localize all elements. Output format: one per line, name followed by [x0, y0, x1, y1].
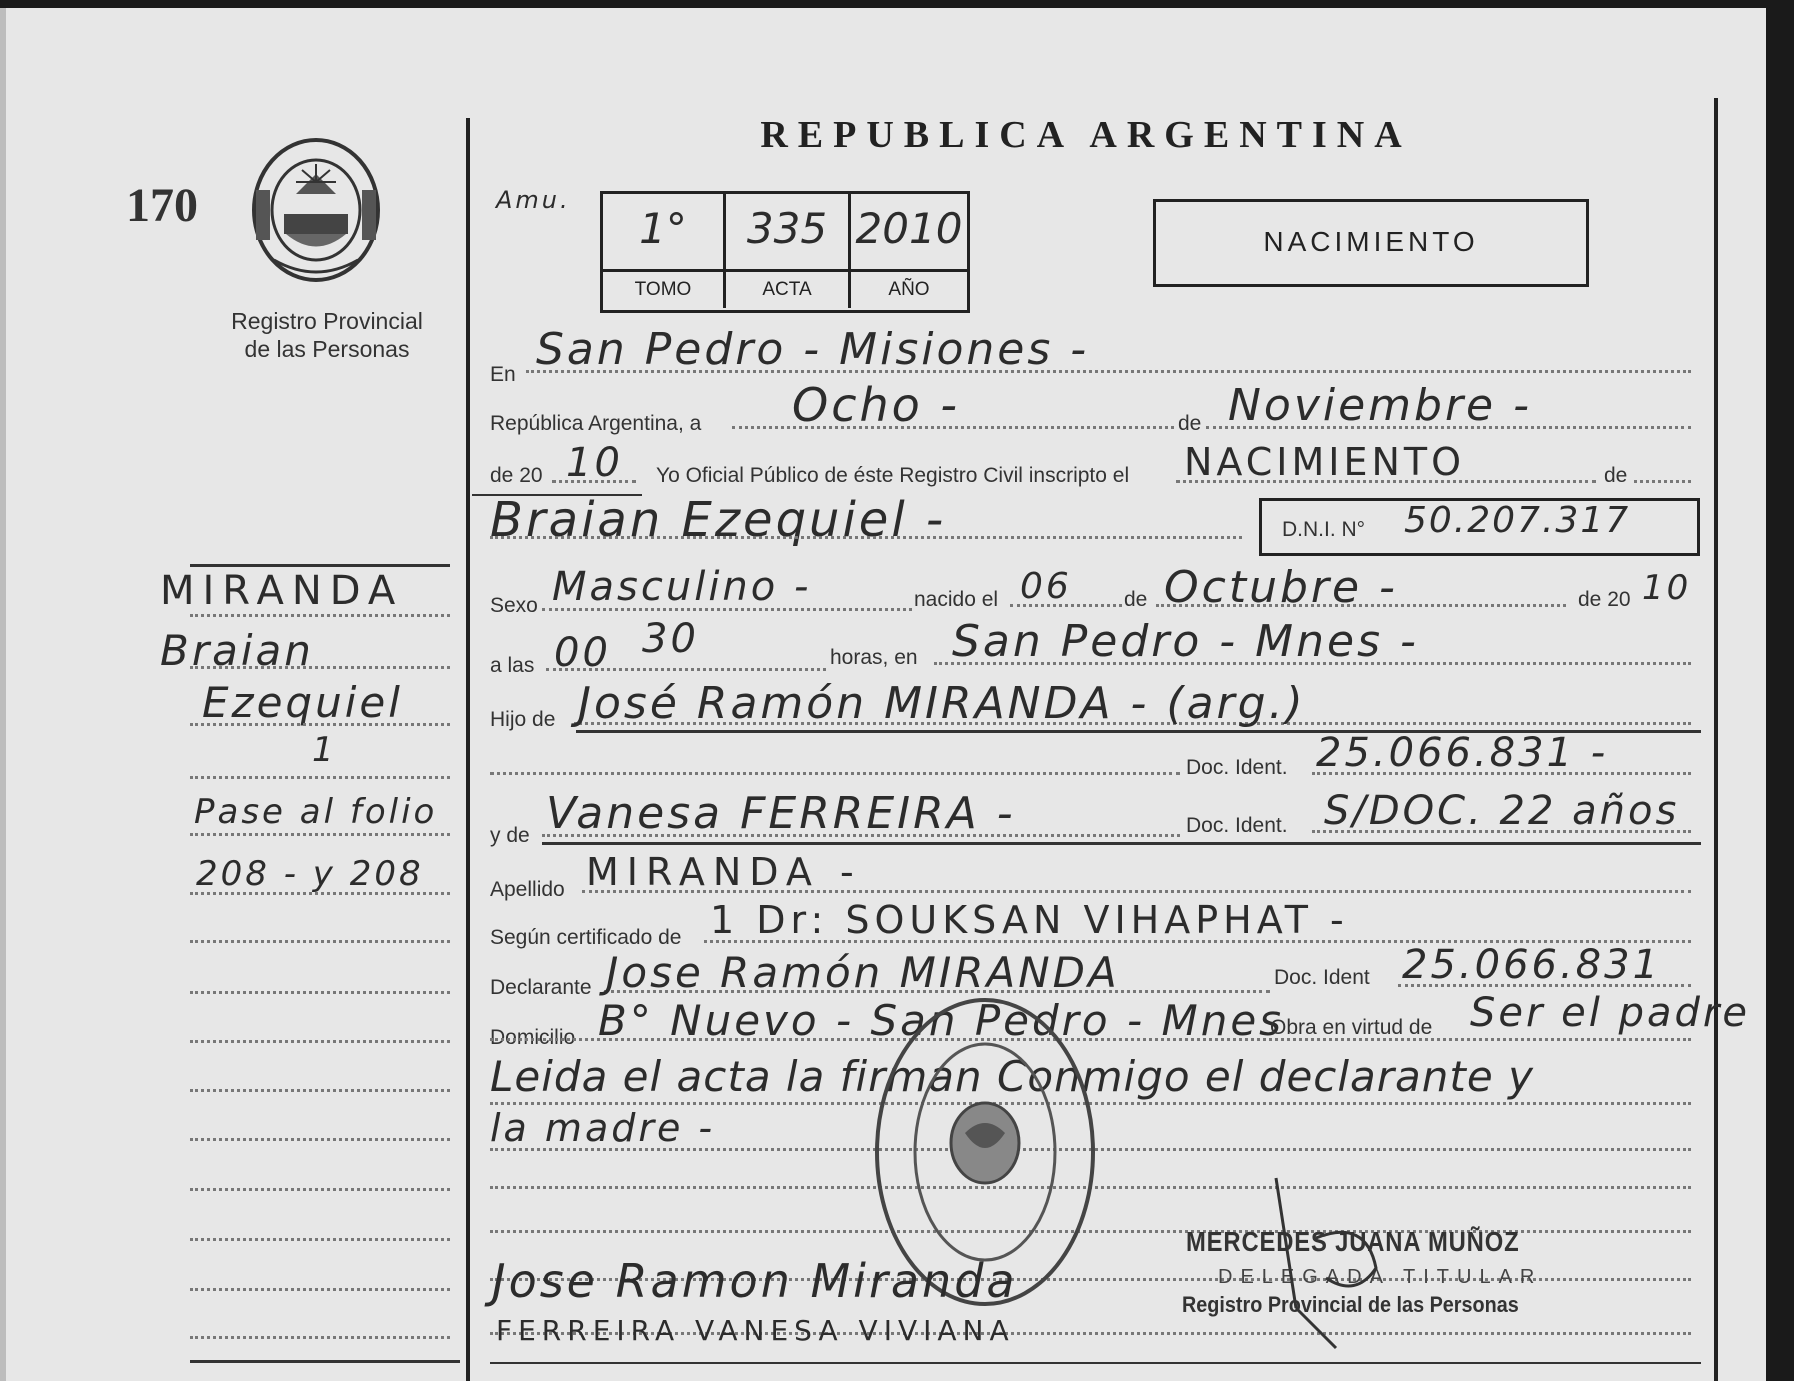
nacido-label: nacido el: [914, 588, 999, 611]
signature-father: Jose Ramon Miranda: [492, 1254, 1018, 1308]
year-suffix: 10: [566, 440, 623, 486]
mother-rule: [542, 842, 1701, 845]
margin-line: [190, 1089, 450, 1092]
birth-day: 06: [1020, 566, 1072, 607]
official-name: MERCEDES JUANA MUÑOZ: [1186, 1226, 1520, 1257]
margin-name2: Ezequiel: [202, 678, 403, 727]
bottom-rule: [490, 1362, 1701, 1364]
margin-line: [190, 940, 450, 943]
de-label-2: de: [1604, 464, 1628, 487]
doc-ident-label-3: Doc. Ident: [1274, 966, 1370, 989]
margin-line: [190, 892, 450, 895]
sexo-label: Sexo: [490, 594, 538, 617]
inscribed-type: NACIMIENTO: [1184, 440, 1466, 484]
sexo-value: Masculino -: [552, 564, 812, 610]
tomo-cell: [603, 194, 726, 308]
anio-label: AÑO: [851, 269, 967, 308]
certificado-label: Según certificado de: [490, 926, 682, 949]
child-name-line: [490, 536, 1242, 539]
acta-value: 335: [746, 204, 828, 253]
page-title: REPUBLICA ARGENTINA: [760, 114, 1412, 156]
y-de-label: y de: [490, 824, 530, 847]
declarante-label: Declarante: [490, 976, 592, 999]
certificate-sheet: [0, 8, 1766, 1381]
acta-label: ACTA: [726, 269, 848, 308]
closing-line2: la madre -: [490, 1106, 716, 1150]
registry-name-line1: Registro Provincial: [231, 308, 423, 334]
margin-note2: 208 - y 208: [196, 854, 424, 894]
signature-mother: FERREIRA VANESA VIVIANA: [496, 1314, 1015, 1347]
a-las-label: a las: [490, 654, 535, 677]
place-value: San Pedro - Misiones -: [536, 324, 1090, 375]
margin-line: [190, 614, 450, 617]
margin-line: [190, 1040, 450, 1043]
mother-doc: S/DOC. 22 años: [1324, 788, 1680, 834]
anio-value: 2010: [855, 204, 963, 253]
divider-right: [1714, 98, 1718, 1381]
birth-place: San Pedro - Mnes -: [952, 616, 1419, 667]
de-label: de: [1178, 412, 1202, 435]
address-value: B° Nuevo - San Pedro - Mnes: [598, 996, 1285, 1045]
day-value: Ocho -: [792, 378, 961, 432]
surname-value: MIRANDA -: [586, 850, 862, 894]
margin-line: [190, 1336, 450, 1339]
margin-line: [190, 1288, 450, 1291]
closing-line1: Leida el acta la firman Conmigo el declarante y: [490, 1052, 1534, 1101]
margin-line: [190, 991, 450, 994]
doc-ident-label-2: Doc. Ident.: [1186, 814, 1288, 837]
official-title: DELEGADA TITULAR: [1218, 1266, 1543, 1288]
margin-rule-top: [190, 564, 450, 567]
record-type-box: NACIMIENTO: [1153, 199, 1589, 287]
tomo-value: 1°: [639, 204, 687, 253]
horas-label: horas, en: [830, 646, 918, 669]
certificate-value: 1 Dr: SOUKSAN VIHAPHAT -: [710, 898, 1349, 942]
domicilio-label: Domicilio: [490, 1026, 576, 1049]
de-label-3: de: [1124, 588, 1148, 611]
month-value: Noviembre -: [1228, 380, 1532, 431]
divider-left: [466, 118, 470, 1381]
father-doc: 25.066.831 -: [1316, 730, 1609, 776]
apellido-label: Apellido: [490, 878, 565, 901]
year-prefix: de 20: [490, 464, 543, 487]
declarant-value: Jose Ramón MIRANDA: [606, 948, 1120, 997]
minute-value: 30: [642, 616, 699, 662]
child-name: Braian Ezequiel -: [490, 492, 947, 548]
obra-label: Obra en virtud de: [1270, 1016, 1433, 1039]
annotation: Amu.: [496, 186, 571, 214]
margin-line: [190, 1188, 450, 1191]
official-org: Registro Provincial de las Personas: [1182, 1292, 1519, 1317]
father-extra-line: [490, 772, 1180, 775]
anio-cell: [851, 194, 967, 308]
mother-value: Vanesa FERREIRA -: [546, 788, 1016, 839]
republica-label: República Argentina, a: [490, 412, 702, 435]
tomo-label: TOMO: [603, 269, 723, 308]
registry-name-line2: de las Personas: [244, 336, 410, 362]
margin-line: [190, 1238, 450, 1241]
margin-line: [190, 1138, 450, 1141]
margin-line: [190, 833, 450, 836]
obra-value: Ser el padre: [1470, 990, 1750, 1036]
record-number-grid: [600, 191, 970, 313]
margin-line: [190, 776, 450, 779]
hour-value: 00: [554, 630, 611, 676]
de-line: [1634, 480, 1691, 483]
margin-rule-bottom: [190, 1360, 460, 1363]
margin-mark: 1: [312, 730, 337, 770]
handwritten-signature-icon: [1256, 1158, 1406, 1358]
provincial-emblem-icon: [246, 134, 386, 286]
margin-line: [190, 723, 450, 726]
father-value: José Ramón MIRANDA - (arg.): [578, 678, 1306, 729]
hijo-label: Hijo de: [490, 708, 556, 731]
en-label: En: [490, 363, 516, 386]
birth-year-prefix: de 20: [1578, 588, 1631, 611]
dni-label: D.N.I. N°: [1282, 518, 1366, 541]
acta-cell: [726, 194, 851, 308]
birth-month: Octubre -: [1164, 562, 1398, 613]
page-number: 170: [126, 179, 198, 232]
margin-line: [190, 666, 450, 669]
dni-value: 50.207.317: [1404, 500, 1631, 541]
doc-ident-label: Doc. Ident.: [1186, 756, 1288, 779]
margin-surname: MIRANDA: [160, 568, 404, 614]
oficial-label: Yo Oficial Público de éste Registro Civil inscripto el: [656, 464, 1130, 487]
birth-year-suffix: 10: [1642, 568, 1692, 608]
margin-name1: Braian: [160, 626, 314, 675]
margin-note1: Pase al folio: [194, 792, 438, 832]
declarant-doc: 25.066.831: [1402, 942, 1662, 988]
